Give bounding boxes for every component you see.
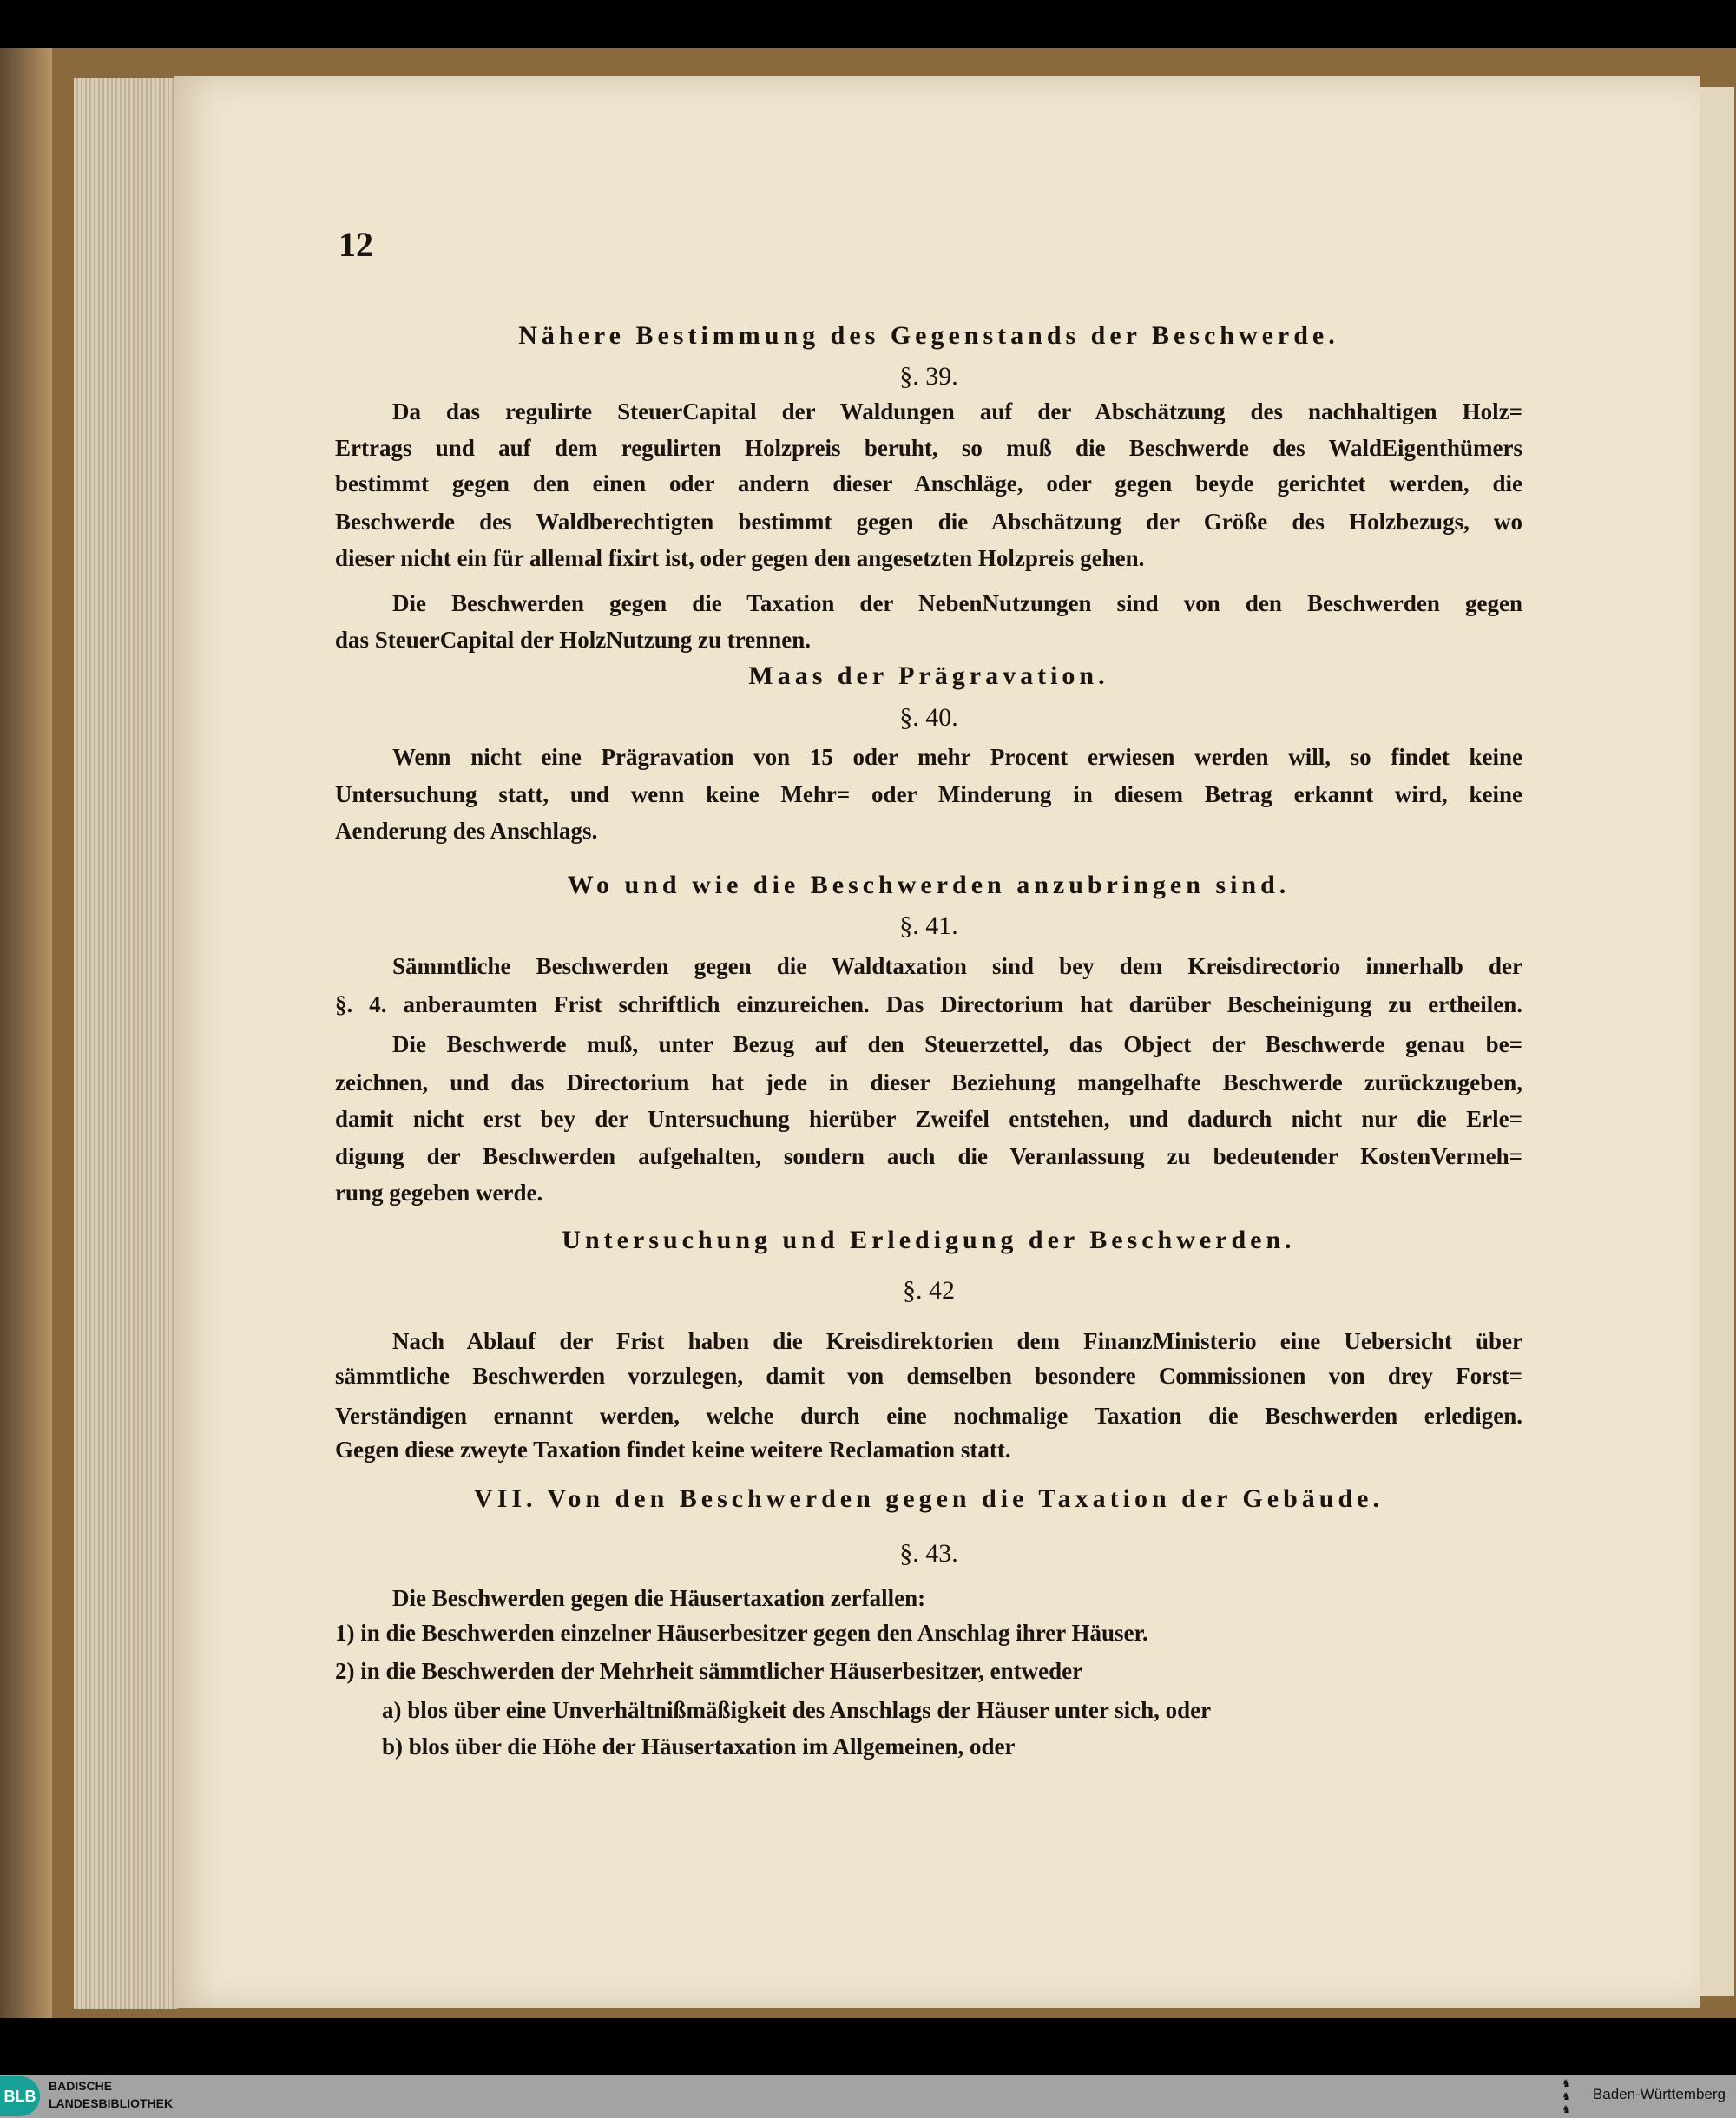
text-line: §. 4. anberaumten Frist schriftlich einzureichen. Das Directorium hat darüber Bescheinigung zu ertheilen. — [335, 991, 1522, 1017]
paragraph-number: §. 39. — [899, 362, 958, 391]
page-number: 12 — [339, 225, 373, 264]
text-line: Die Beschwerden gegen die Häusertaxation zerfallen: — [392, 1585, 926, 1611]
facing-page — [1700, 87, 1734, 1996]
marbled-board — [0, 48, 52, 2018]
text-line: dieser nicht ein für allemal fixirt ist, oder gegen den angesetzten Holzpreis gehen. — [335, 545, 1145, 571]
text-line: digung der Beschwerden aufgehalten, sondern auch die Veranlassung zu bedeutender KostenVermeh= — [335, 1143, 1522, 1169]
text-line: rung gegeben werde. — [335, 1180, 543, 1206]
coat-of-arms-icon: ♞ ♞ ♞ — [1562, 2077, 1571, 2115]
text-line: das SteuerCapital der HolzNutzung zu trennen. — [335, 627, 812, 653]
page-edges — [74, 78, 178, 2009]
text-line: 2) in die Beschwerden der Mehrheit sämmtlicher Häuserbesitzer, entweder — [335, 1658, 1083, 1684]
text-line: Die Beschwerde muß, unter Bezug auf den Steuerzettel, das Object der Beschwerde genau be= — [392, 1031, 1522, 1057]
state-logo-text[interactable]: Baden-Württemberg — [1592, 2086, 1726, 2102]
section-heading: Maas der Prägravation. — [748, 661, 1109, 690]
text-line: 1) in die Beschwerden einzelner Häuserbesitzer gegen den Anschlag ihrer Häuser. — [335, 1620, 1148, 1646]
text-line: a) blos über eine Unverhältnißmäßigkeit des Anschlags der Häuser unter sich, oder — [382, 1697, 1212, 1723]
paragraph-number: §. 41. — [899, 911, 958, 940]
text-line: Untersuchung statt, und wenn keine Mehr= oder Minderung in diesem Betrag erkannt wird, keine — [335, 781, 1522, 807]
text-line: bestimmt gegen den einen oder andern dieser Anschläge, oder gegen beyde gerichtet werden, die — [335, 470, 1522, 497]
section-heading: Untersuchung und Erledigung der Beschwerden. — [562, 1226, 1296, 1254]
section-heading: Wo und wie die Beschwerden anzubringen sind. — [567, 871, 1291, 899]
blb-logo[interactable]: BLB — [0, 2076, 40, 2116]
paragraph-number: §. 43. — [899, 1539, 958, 1568]
section-heading: VII. Von den Beschwerden gegen die Taxation der Gebäude. — [474, 1484, 1384, 1513]
text-line: b) blos über die Höhe der Häusertaxation im Allgemeinen, oder — [382, 1733, 1016, 1760]
paragraph-number: §. 40. — [899, 703, 958, 732]
text-line: Beschwerde des Waldberechtigten bestimmt gegen die Abschätzung der Größe des Holzbezugs, wo — [335, 509, 1522, 535]
text-line: Nach Ablauf der Frist haben die Kreisdirektorien dem FinanzMinisterio eine Uebersicht über — [392, 1328, 1522, 1354]
text-line: Wenn nicht eine Prägravation von 15 oder mehr Procent erwiesen werden will, so findet keine — [392, 744, 1522, 770]
text-line: Gegen diese zweyte Taxation findet keine weitere Reclamation statt. — [335, 1437, 1011, 1463]
text-line: Verständigen ernannt werden, welche durch eine nochmalige Taxation die Beschwerden erledigen. — [335, 1403, 1522, 1429]
text-line: zeichnen, und das Directorium hat jede in dieser Beziehung mangelhafte Beschwerde zurückzugeben, — [335, 1069, 1522, 1095]
text-line: damit nicht erst bey der Untersuchung hierüber Zweifel entstehen, und dadurch nicht nur die Erle= — [335, 1106, 1522, 1132]
paragraph-number: §. 42 — [903, 1276, 955, 1305]
footer-bar — [0, 2075, 1736, 2118]
text-line: Sämmtliche Beschwerden gegen die Waldtaxation sind bey dem Kreisdirectorio innerhalb der — [392, 953, 1522, 979]
section-heading: Nähere Bestimmung des Gegenstands der Beschwerde. — [518, 321, 1339, 350]
text-line: Die Beschwerden gegen die Taxation der NebenNutzungen sind von den Beschwerden gegen — [392, 590, 1522, 616]
library-name[interactable]: BADISCHE LANDESBIBLIOTHEK — [49, 2079, 174, 2110]
text-line: Aenderung des Anschlags. — [335, 818, 598, 844]
text-line: sämmtliche Beschwerden vorzulegen, damit von demselben besondere Commissionen von drey Forst= — [335, 1363, 1522, 1389]
text-line: Ertrags und auf dem regulirten Holzpreis beruht, so muß die Beschwerde des WaldEigenthümers — [335, 435, 1522, 461]
text-line: Da das regulirte SteuerCapital der Waldungen auf der Abschätzung des nachhaltigen Holz= — [392, 398, 1522, 424]
